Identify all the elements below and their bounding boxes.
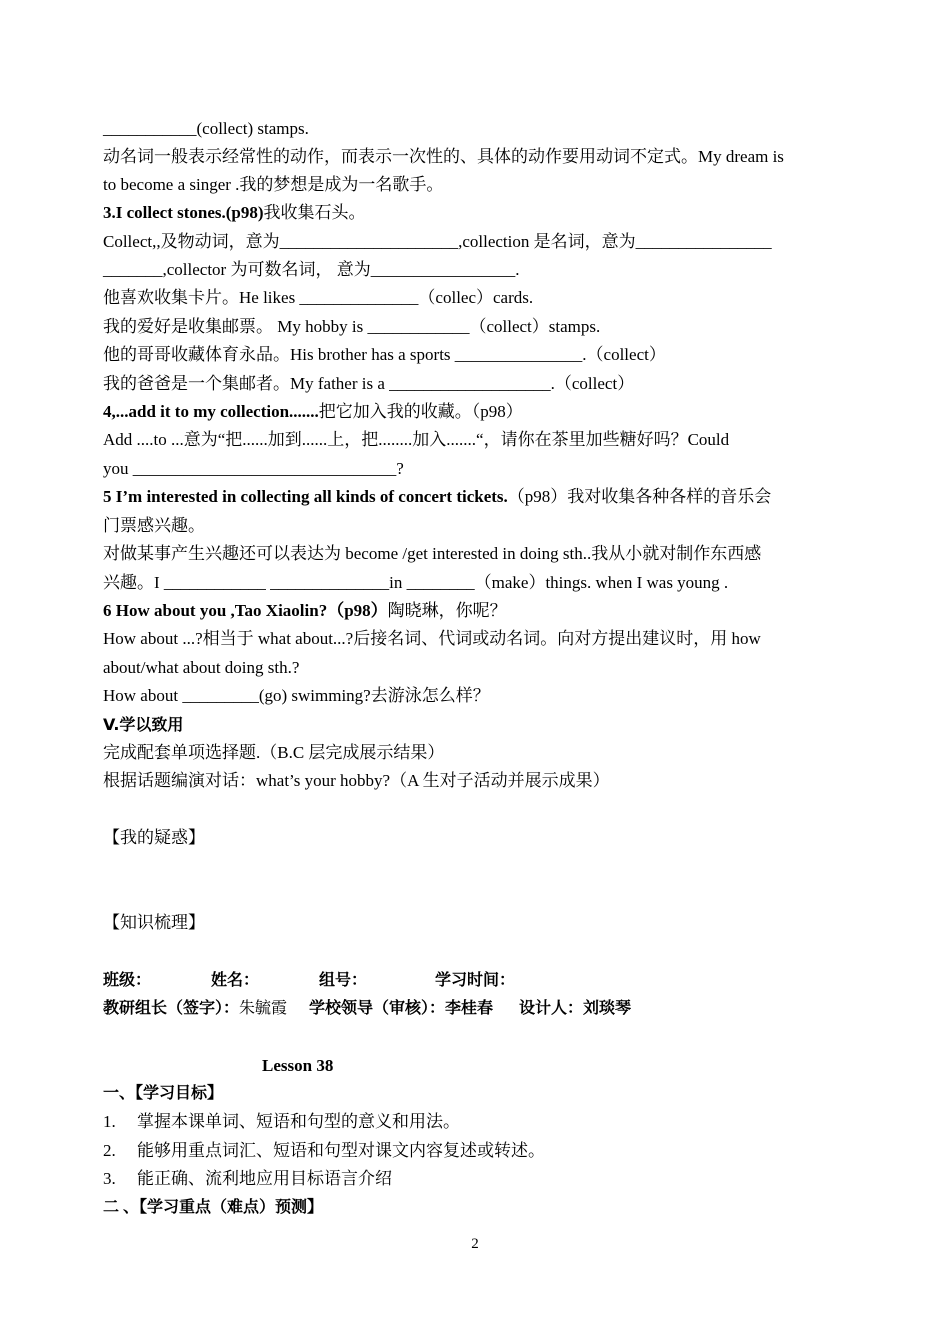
signature-row [103, 997, 848, 1021]
text-line: 完成配套单项选择题.（B.C 层完成展示结果） [103, 743, 445, 762]
leader-label: 教研组长（签字）： [103, 1000, 240, 1017]
text-line: 我的爸爸是一个集邮者。My father is a ___________________.（collect） [103, 374, 635, 393]
heading-text: 陶晓琳，你呢？ [387, 601, 507, 620]
designer: 设计人：刘琰琴 [519, 1000, 632, 1017]
goals-heading: 一、【学习目标】 [103, 1085, 224, 1102]
goal-item [103, 1167, 848, 1191]
text-line: 我的爱好是收集邮票。 My hobby is ____________（collect）stamps. [103, 317, 601, 336]
text-line: ___________(collect) stamps. [103, 119, 309, 138]
goal-text: 掌握本课单词、短语和句型的意义和用法。 [137, 1112, 460, 1131]
heading-text: 我收集石头。 [263, 203, 366, 222]
goal-text: 能够用重点词汇、短语和句型对课文内容复述或转述。 [137, 1141, 545, 1160]
heading-bold: 6 How about you ,Tao Xiaolin?（p98） [103, 601, 388, 620]
section-heading-4 [103, 400, 848, 424]
section-v-title: V.学以致用 [103, 715, 184, 734]
section-heading-6 [103, 599, 848, 623]
goal-number: 2. [103, 1141, 116, 1160]
text-line: 对做某事产生兴趣还可以表达为 become /get interested in doing sth..我从小就对制作东西感 [103, 544, 762, 563]
text-line: How about ...?相当于 what about...?后接名词、代词或动名词。向对方提出建议时，用 how [103, 629, 761, 648]
info-row [103, 969, 848, 993]
goal-item [103, 1139, 848, 1163]
text-line: you _______________________________? [103, 459, 404, 478]
class-label: 班级： [103, 972, 152, 989]
text-line: 兴趣。I ____________ ______________in ________（make）things. when I was young . [103, 573, 729, 592]
study-time-label: 学习时间： [435, 972, 516, 989]
heading-bold: 4,...add it to my collection....... [103, 402, 319, 421]
page-number: 2 [471, 1236, 479, 1252]
section-heading-5 [103, 485, 848, 509]
goal-item [103, 1110, 848, 1134]
lesson-title: Lesson 38 [262, 1056, 334, 1075]
text-line: 动名词一般表示经常性的动作，而表示一次性的、具体的动作要用动词不定式。My dream is [103, 147, 784, 166]
text-line: _______,collector 为可数名词， 意为_________________. [103, 260, 520, 279]
heading-bold: 5 I’m interested in collecting all kinds of concert tickets. [103, 487, 508, 506]
goal-number: 3. [103, 1169, 116, 1188]
goal-number: 1. [103, 1112, 116, 1131]
knowledge-summary-heading: 【知识梳理】 [103, 913, 205, 932]
text-line: 门票感兴趣。 [103, 516, 205, 535]
text-line: 根据话题编演对话：what’s your hobby?（A 生对子活动并展示成果） [103, 771, 610, 790]
leader-name: 朱毓霞 [239, 1000, 288, 1017]
text-line: 他的哥哥收藏体育永品。His brother has a sports _______________.（collect） [103, 345, 666, 364]
heading-text: （p98）我对收集各种各样的音乐会 [507, 487, 772, 506]
text-line: Add ....to ...意为“把......加到......上，把........加入.......“，请你在茶里加些糖好吗？Could [103, 430, 730, 449]
text-line: to become a singer .我的梦想是成为一名歌手。 [103, 175, 444, 194]
my-questions-heading: 【我的疑惑】 [103, 828, 205, 847]
text-line: about/what about doing sth.? [103, 658, 300, 677]
goal-text: 能正确、流利地应用目标语言介绍 [137, 1169, 392, 1188]
text-line: Collect,,及物动词，意为_____________________,collection 是名词，意为________________ [103, 232, 772, 251]
group-label: 组号： [319, 972, 368, 989]
school-leader: 学校领导（审核）：李桂春 [309, 1000, 494, 1017]
heading-bold: 3.I collect stones.(p98) [103, 203, 264, 222]
name-label: 姓名： [211, 972, 260, 989]
focus-heading: 二 、【学习重点（难点）预测】 [103, 1199, 324, 1216]
text-line: 他喜欢收集卡片。He likes ______________（collec）cards. [103, 288, 534, 307]
heading-text: 把它加入我的收藏。（p98） [318, 402, 523, 421]
section-heading-3 [103, 201, 848, 225]
text-line: How about _________(go) swimming?去游泳怎么样？ [103, 686, 490, 705]
